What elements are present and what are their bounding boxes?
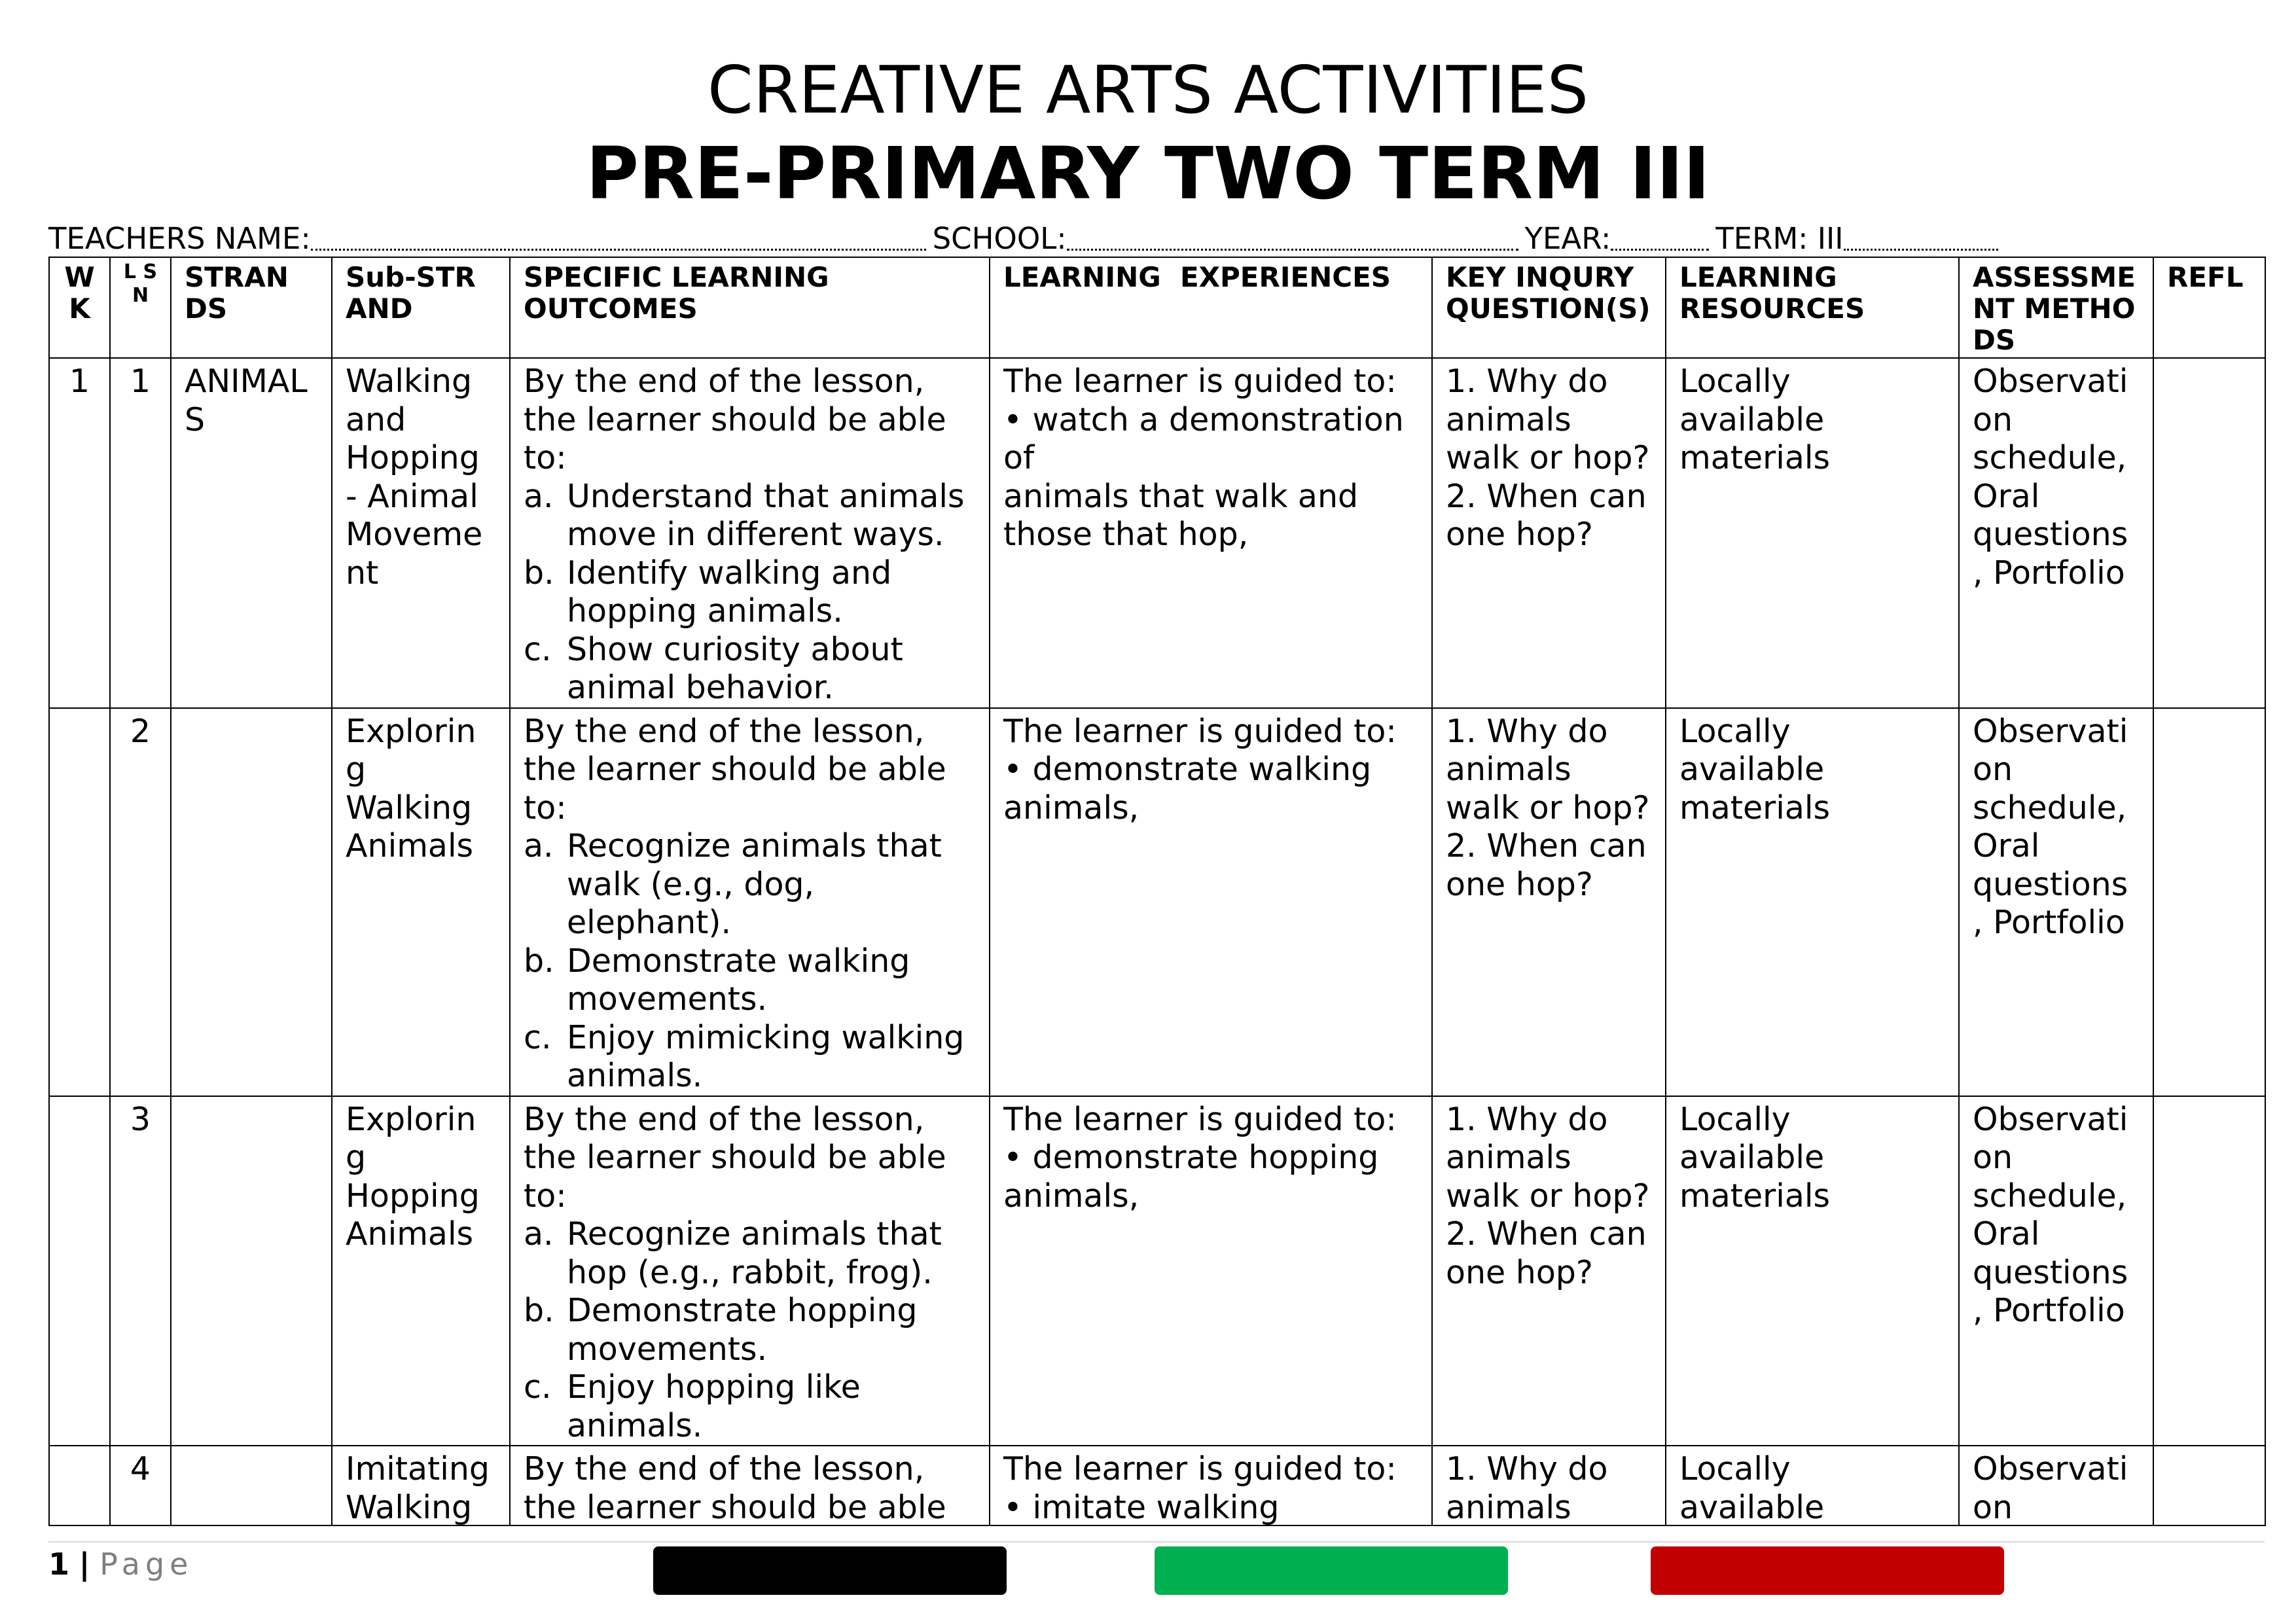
table-row <box>49 1096 2265 1446</box>
header-reflection: REFL <box>2153 257 2265 358</box>
list-marker: b. <box>524 942 554 980</box>
list-item-text: Enjoy mimicking walking animals. <box>567 1018 965 1094</box>
header-outcomes: SPECIFIC LEARNING OUTCOMES <box>510 257 990 358</box>
cell-wk: 1 <box>49 358 110 708</box>
cell-reflection[interactable] <box>2153 708 2265 1096</box>
page-number-value: 1 <box>48 1546 70 1582</box>
cell-outcomes <box>510 1446 990 1525</box>
list-marker: c. <box>524 630 552 668</box>
experience-block <box>1003 1450 1418 1525</box>
cell-strand <box>171 1096 332 1446</box>
experience-intro: The learner is guided to: <box>1003 363 1397 400</box>
outcomes-list <box>524 827 976 1096</box>
cell-assessment <box>1959 1446 2153 1525</box>
document-title: CREATIVE ARTS ACTIVITIES <box>707 52 1589 128</box>
cell-substrand: Explorin g Hopping Animals <box>332 1096 510 1446</box>
cell-lsn: 1 <box>110 358 171 708</box>
cell-question: 1. Why do animals walk or hop? 2. When can one hop? <box>1432 708 1666 1096</box>
table-row <box>49 708 2265 1096</box>
teacher-info-line <box>48 220 1998 258</box>
cell-reflection[interactable] <box>2153 1096 2265 1446</box>
cell-assessment-text: Observati on <box>1973 1450 2128 1525</box>
header-question: KEY INQURY QUESTION(S) <box>1432 257 1666 358</box>
outcomes-intro: By the end of the lesson, the learner should be able to: <box>524 712 946 827</box>
cell-resources: Locally available materials <box>1666 1096 1959 1446</box>
cell-experience <box>990 358 1432 708</box>
cell-resources-text: Locally available <box>1679 1450 1825 1525</box>
cell-lsn <box>110 1446 171 1525</box>
teacher-name-label: TEACHERS NAME: <box>48 221 311 256</box>
experience-text: • demonstrate walking animals, <box>1003 751 1372 827</box>
table-row <box>49 358 2265 708</box>
cell-wk <box>49 1096 110 1446</box>
list-item <box>524 942 976 1019</box>
cell-assessment: Observati on schedule, Oral questions , Portfolio <box>1959 358 2153 708</box>
cell-substrand: Walking and Hopping - Animal Moveme nt <box>332 358 510 708</box>
footer-bar-black <box>653 1546 1007 1595</box>
list-item-text: Demonstrate hopping movements. <box>567 1292 918 1368</box>
cell-strand <box>171 708 332 1096</box>
outcomes-intro: By the end of the lesson, the learner should be able to: <box>524 363 946 476</box>
footer-bar-red <box>1651 1546 2004 1595</box>
cell-wk-text <box>63 1450 96 1525</box>
page-separator: | <box>79 1546 90 1582</box>
term-field[interactable] <box>1844 220 1998 251</box>
year-label: YEAR: <box>1524 221 1611 256</box>
table-header-row <box>49 257 2265 358</box>
cell-wk <box>49 1446 110 1525</box>
cell-outcomes <box>510 358 990 708</box>
scheme-of-work-table <box>48 257 2266 1526</box>
list-item <box>524 1292 976 1368</box>
cell-question <box>1432 1446 1666 1525</box>
list-item-text: Demonstrate walking movements. <box>567 942 910 1018</box>
list-marker: a. <box>524 477 554 515</box>
list-marker: a. <box>524 827 554 865</box>
experience-text: • imitate walking <box>1003 1488 1280 1525</box>
outcomes-intro: By the end of the lesson, the learner should be able to: <box>524 1100 946 1215</box>
list-marker: b. <box>524 1292 554 1329</box>
cell-substrand: Explorin g Walking Animals <box>332 708 510 1096</box>
list-item <box>524 1368 976 1445</box>
list-marker: b. <box>524 554 554 592</box>
list-item-text: Recognize animals that walk (e.g., dog, elephant). <box>567 827 942 941</box>
header-strands: STRAN DS <box>171 257 332 358</box>
cell-assessment: Observati on schedule, Oral questions , Portfolio <box>1959 1096 2153 1446</box>
year-field[interactable] <box>1611 220 1709 251</box>
cell-lsn: 2 <box>110 708 171 1096</box>
experience-intro: The learner is guided to: <box>1003 1450 1397 1488</box>
cell-reflection[interactable] <box>2153 1446 2265 1525</box>
outcomes-intro: By the end of the lesson, the learner should be able <box>524 1450 946 1525</box>
document-subtitle: PRE-PRIMARY TWO TERM III <box>586 132 1710 215</box>
cell-experience <box>990 1096 1432 1446</box>
cell-question-text: 1. Why do animals <box>1446 1450 1608 1525</box>
header-resources: LEARNING RESOURCES <box>1666 257 1959 358</box>
list-item <box>524 1018 976 1096</box>
experience-intro: The learner is guided to: <box>1003 712 1397 750</box>
cell-substrand <box>332 1446 510 1525</box>
teacher-name-field[interactable] <box>311 220 926 251</box>
cell-strand <box>171 1446 332 1525</box>
table-row <box>49 1446 2265 1525</box>
list-item <box>524 630 976 707</box>
list-item-text: Show curiosity about animal behavior. <box>567 630 903 706</box>
list-item-text: Recognize animals that hop (e.g., rabbit, frog). <box>567 1215 942 1291</box>
school-field[interactable] <box>1067 220 1518 251</box>
page-word: Page <box>99 1546 194 1582</box>
cell-assessment: Observati on schedule, Oral questions , Portfolio <box>1959 708 2153 1096</box>
page-number <box>48 1544 193 1584</box>
cell-resources: Locally available materials <box>1666 708 1959 1096</box>
header-wk: W K <box>49 257 110 358</box>
cell-wk <box>49 708 110 1096</box>
cell-resources <box>1666 1446 1959 1525</box>
experience-intro: The learner is guided to: <box>1003 1100 1397 1138</box>
header-substrand: Sub-STRAND <box>332 257 510 358</box>
cell-question: 1. Why do animals walk or hop? 2. When can one hop? <box>1432 358 1666 708</box>
cell-strand-text <box>185 1450 318 1525</box>
cell-outcomes <box>510 708 990 1096</box>
cell-strand: ANIMAL S <box>171 358 332 708</box>
cell-lsn-text: 4 <box>130 1450 151 1488</box>
list-item-text: Identify walking and hopping animals. <box>567 554 892 630</box>
cell-experience <box>990 708 1432 1096</box>
outcomes-list <box>524 478 976 707</box>
cell-outcomes <box>510 1096 990 1446</box>
outcomes-list <box>524 1215 976 1445</box>
experience-text: • watch a demonstration of animals that walk and those that hop, <box>1003 401 1404 553</box>
footer-divider <box>48 1541 2265 1543</box>
list-item <box>524 1215 976 1292</box>
footer-bar-green <box>1155 1546 1508 1595</box>
cell-experience <box>990 1446 1432 1525</box>
cell-reflection[interactable] <box>2153 358 2265 708</box>
header-lsn: L S N <box>110 257 171 358</box>
term-label: TERM: III <box>1715 221 1844 256</box>
header-assessment: ASSESSME NT METHODS <box>1959 257 2153 358</box>
experience-text: • demonstrate hopping animals, <box>1003 1139 1379 1215</box>
list-item <box>524 477 976 554</box>
list-marker: a. <box>524 1215 554 1253</box>
list-item <box>524 827 976 942</box>
list-item <box>524 554 976 631</box>
cell-question: 1. Why do animals walk or hop? 2. When can one hop? <box>1432 1096 1666 1446</box>
header-experiences: LEARNING EXPERIENCES <box>990 257 1432 358</box>
list-item-text: Enjoy hopping like animals. <box>567 1368 861 1444</box>
school-label: SCHOOL: <box>932 221 1067 256</box>
list-item-text: Understand that animals move in different ways. <box>567 477 965 553</box>
cell-lsn: 3 <box>110 1096 171 1446</box>
list-marker: c. <box>524 1018 552 1056</box>
cell-substrand-text: Imitating Walking <box>346 1450 490 1525</box>
cell-resources: Locally available materials <box>1666 358 1959 708</box>
list-marker: c. <box>524 1368 552 1406</box>
